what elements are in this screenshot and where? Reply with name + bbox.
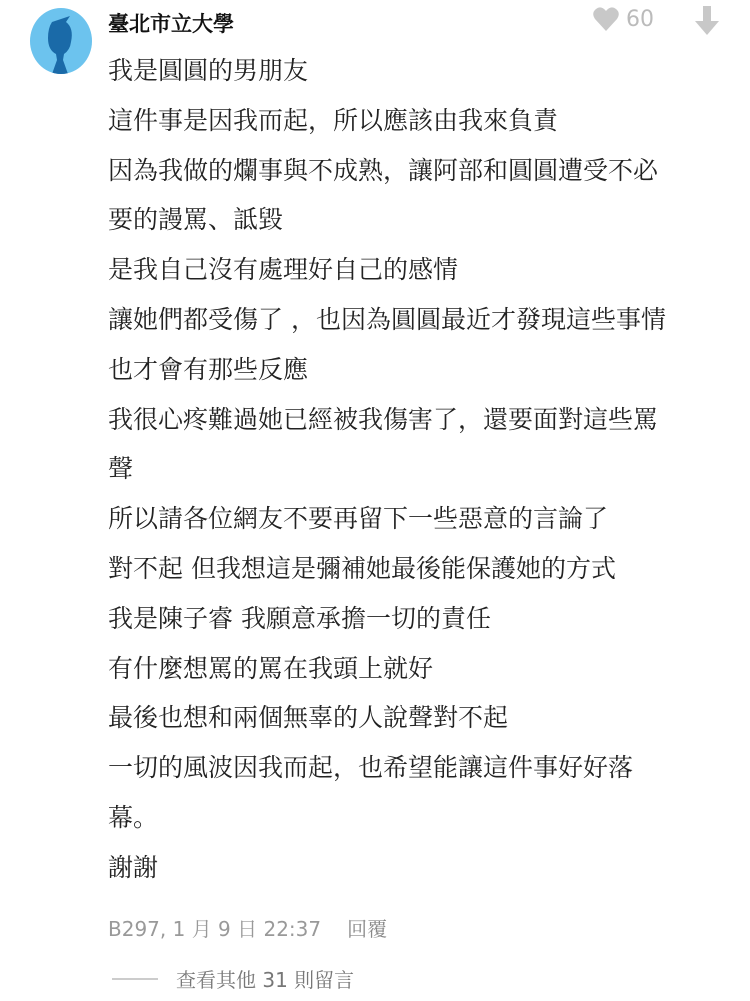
divider-line <box>112 978 158 980</box>
comment-line: 是我自己沒有處理好自己的感情 <box>108 255 459 285</box>
comment-line: 最後也想和兩個無辜的人說聲對不起 <box>108 703 509 733</box>
comment-line: 所以請各位網友不要再留下一些惡意的言論了 <box>108 504 609 534</box>
arrow-down-icon <box>694 6 720 36</box>
comment-line: 我是陳子睿 我願意承擔一切的責任 <box>108 603 491 633</box>
comment-line: 有什麼想罵的罵在我頭上就好 <box>108 653 434 683</box>
heart-icon <box>592 6 620 32</box>
comment-body <box>108 46 728 893</box>
author-name[interactable]: 臺北市立大學 <box>108 12 234 36</box>
like-button[interactable] <box>592 6 654 32</box>
comment-line: 我是圓圓的男朋友 <box>108 56 309 85</box>
comment-line: 讓她們都受傷了 ，也因為圓圓最近才發現這些事情 <box>108 304 666 334</box>
like-count: 60 <box>626 6 654 32</box>
comment-timestamp: B297, 1 月 9 日 22:37 <box>108 917 322 941</box>
comment-line: 謝謝 <box>108 852 159 882</box>
comment-line: 也才會有那些反應 <box>108 354 309 384</box>
comment-line: 一切的風波因我而起，也希望能讓這件事好好落 <box>108 753 634 783</box>
view-more-replies-button[interactable] <box>112 964 354 993</box>
comment-line: 對不起 但我想這是彌補她最後能保護她的方式 <box>108 553 616 583</box>
comment-line: 我很心疼難過她已經被我傷害了，還要面對這些罵 <box>108 404 659 434</box>
comment-line: 幕。 <box>108 802 159 832</box>
view-more-label: 查看其他 31 則留言 <box>176 968 355 992</box>
avatar[interactable] <box>30 8 92 74</box>
reply-button[interactable]: 回覆 <box>347 917 388 941</box>
comment-line: 聲 <box>108 454 134 484</box>
comment-line: 這件事是因我而起，所以應該由我來負責 <box>108 105 559 135</box>
comment-meta <box>108 913 387 942</box>
user-silhouette-icon <box>30 8 92 74</box>
comment-line: 因為我做的爛事與不成熟，讓阿部和圓圓遭受不必 <box>108 155 659 185</box>
downvote-button[interactable] <box>694 6 720 40</box>
comment-line: 要的謾罵、詆毀 <box>108 205 284 235</box>
